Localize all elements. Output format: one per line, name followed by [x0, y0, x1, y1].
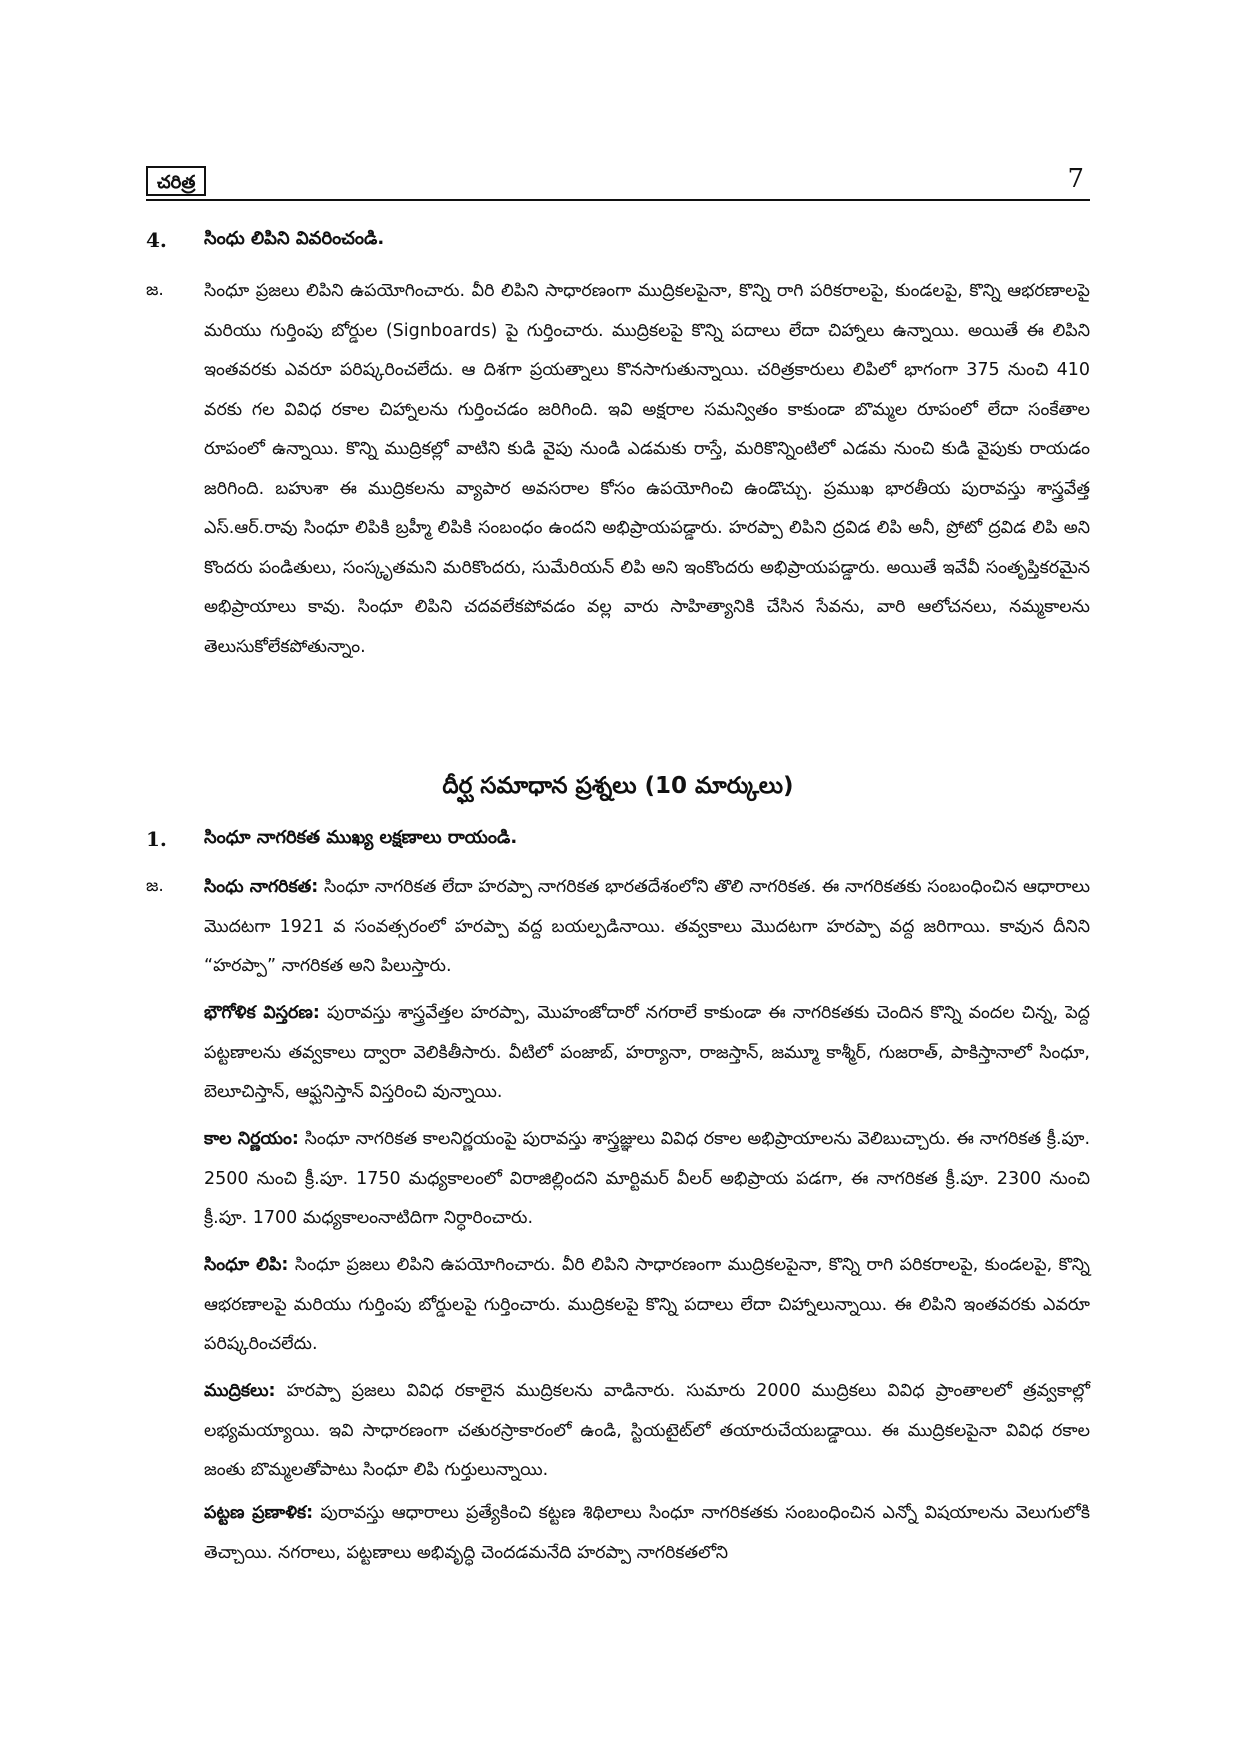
paragraph-text: సింధూ ప్రజలు లిపిని ఉపయోగించారు. వీరి లిపిని సాధారణంగా ముద్రికలపైనా, కొన్ని రాగి పరికరాలపై, కుండలపై, కొన్ని ఆభరణాలపై మరియు గుర్తింపు బోర్డులపై గుర్తించారు. ముద్రికలపై కొన్ని పదాలు లేదా చిహ్నాలున్నాయి. ఈ లిపిని ఇంతవరకు ఎవరూ పరిష్కరించలేదు.: [204, 1255, 1090, 1354]
paragraph-text: పురావస్తు ఆధారాలు ప్రత్యేకించి కట్టణ శిథిలాలు సింధూ నాగరికతకు సంబంధించిన ఎన్నో విషయాలను వెలుగులోకి తెచ్చాయి. నగరాలు, పట్టణాలు అభివృద్ధి చెందడమనేది హరప్పా నాగరికతలోని: [204, 1503, 1091, 1563]
question-number: 1.: [146, 827, 167, 851]
paragraph-lead: కాల నిర్ణయం:: [204, 1129, 299, 1149]
running-header: [146, 162, 1090, 202]
answer-marker: జ.: [146, 876, 164, 896]
answer-paragraph: [204, 1246, 1090, 1365]
paragraph-lead: సింధు నాగరికత:: [204, 877, 319, 897]
paragraph-text: హరప్పా ప్రజలు వివిధ రకాలైన ముద్రికలను వాడినారు. సుమారు 2000 ముద్రికలు వివిధ ప్రాంతాలలో త్రవ్వకాల్లో లభ్యమయ్యాయి. ఇవి సాధారణంగా చతురస్రాకారంలో ఉండి, స్టియటైట్‌లో తయారుచేయబడ్డాయి. ఈ ముద్రికలపైనా వివిధ రకాల జంతు బొమ్మలతోపాటు సింధూ లిపి గుర్తులున్నాయి.: [204, 1381, 1090, 1480]
paragraph-lead: సింధూ లిపి:: [204, 1255, 289, 1275]
answer-4: [146, 272, 1090, 667]
answer-paragraph: [204, 1494, 1090, 1573]
answer-paragraph: [204, 1120, 1090, 1239]
answer-1-town-planning: [146, 1494, 1090, 1573]
paragraph-text: సింధూ నాగరికత కాలనిర్ణయంపై పురావస్తు శాస్త్రజ్ఞులు వివిధ రకాల అభిప్రాయాలను వెలిబుచ్చారు. ఈ నాగరికత క్రీ.పూ. 2500 నుంచి క్రీ.పూ. 1750 మధ్యకాలంలో విరాజిల్లిందని మార్టిమర్ వీలర్ అభిప్రాయ పడగా, ఈ నాగరికత క్రీ.పూ. 2300 నుంచి క్రీ.పూ. 1700 మధ్యకాలంనాటిదిగా నిర్ధారించారు.: [204, 1129, 1091, 1228]
answer-paragraph: [204, 994, 1090, 1113]
paragraph-text: పురావస్తు శాస్త్రవేత్తల హరప్పా, మొహంజోదారో నగరాలే కాకుండా ఈ నాగరికతకు చెందిన కొన్ని వందల చిన్న, పెద్ద పట్టణాలను తవ్వకాలు ద్వారా వెలికితీసారు. వీటిలో పంజాబ్, హర్యానా, రాజస్తాన్, జమ్మూ కాశ్మీర్, గుజరాత్, పాకిస్తానాలో సింధూ, బెలూచిస్తాన్, ఆఫ్ఘనిస్తాన్ విస్తరించి వున్నాయి.: [204, 1003, 1090, 1102]
section-heading: దీర్ఘ సమాధాన ప్రశ్నలు (10 మార్కులు): [442, 773, 794, 799]
question-number: 4.: [146, 228, 167, 252]
answer-paragraph: [204, 1372, 1090, 1491]
answer-1-dating: [146, 1120, 1090, 1239]
paragraph-lead: భౌగోళిక విస్తరణ:: [204, 1003, 320, 1023]
answer-1-seals: [146, 1372, 1090, 1491]
answer-1-script: [146, 1246, 1090, 1365]
paragraph-text: సింధూ నాగరికత లేదా హరప్పా నాగరికత భారతదేశంలోని తొలి నాగరికత. ఈ నాగరికతకు సంబంధించిన ఆధారాలు మొదటగా 1921 వ సంవత్సరంలో హరప్పా వద్ద బయల్పడినాయి. తవ్వకాలు మొదటగా హరప్పా వద్ద జరిగాయి. కావున దీనిని “హరప్పా” నాగరికత అని పిలుస్తారు.: [204, 877, 1090, 976]
answer-1-intro: [146, 868, 1090, 987]
question-title: సింధూ నాగరికత ముఖ్య లక్షణాలు రాయండి.: [204, 827, 518, 848]
paragraph-lead: పట్టణ ప్రణాళిక:: [204, 1503, 314, 1523]
question-title: సింధు లిపిని వివరించండి.: [204, 228, 385, 249]
answer-marker: జ.: [146, 280, 164, 300]
answer-paragraph: సింధూ ప్రజలు లిపిని ఉపయోగించారు. వీరి లిపిని సాధారణంగా ముద్రికలపైనా, కొన్ని రాగి పరికరాలపై, కుండలపై, కొన్ని ఆభరణాలపై మరియు గుర్తింపు బోర్డుల (Signboards) పై గుర్తించారు. ముద్రికలపై కొన్ని పదాలు లేదా చిహ్నాలు ఉన్నాయి. అయితే ఈ లిపిని ఇంతవరకు ఎవరూ పరిష్కరించలేదు. ఆ దిశగా ప్రయత్నాలు కొనసాగుతున్నాయి. చరిత్రకారులు లిపిలో భాగంగా 375 నుంచి 410 వరకు గల వివిధ రకాల చిహ్నాలను గుర్తించడం జరిగింది. ఇవి అక్షరాల సమన్వితం కాకుండా బొమ్మల రూపంలో లేదా సంకేతాల రూపంలో ఉన్నాయి. కొన్ని ముద్రికల్లో వాటిని కుడి వైపు నుండి ఎడమకు రాస్తే, మరికొన్నింటిలో ఎడమ నుంచి కుడి వైపుకు రాయడం జరిగింది. బహుశా ఈ ముద్రికలను వ్యాపార అవసరాల కోసం ఉపయోగించి ఉండొచ్చు. ప్రముఖ భారతీయ పురావస్తు శాస్త్రవేత్త ఎస్.ఆర్.రావు సింధూ లిపికి బ్రహ్మీ లిపికి సంబంధం ఉందని అభిప్రాయపడ్డారు. హరప్పా లిపిని ద్రవిడ లిపి అనీ, ప్రోటో ద్రవిడ లిపి అని కొందరు పండితులు, సంస్కృతమని మరికొందరు, సుమేరియన్ లిపి అని ఇంకొందరు అభిప్రాయపడ్డారు. అయితే ఇవేవీ సంతృప్తికరమైన అభిప్రాయాలు కావు. సింధూ లిపిని చదవలేకపోవడం వల్ల వారు సాహిత్యానికి చేసిన సేవను, వారి ఆలోచనలు, నమ్మకాలను తెలుసుకోలేకపోతున్నాం.: [204, 281, 1090, 657]
paragraph-lead: ముద్రికలు:: [204, 1381, 276, 1401]
answer-paragraph: [204, 868, 1090, 987]
answer-1-geography: [146, 994, 1090, 1113]
section-label: చరిత్ర: [146, 166, 206, 196]
page-number: 7: [1067, 164, 1084, 194]
header-divider: [146, 199, 1090, 201]
